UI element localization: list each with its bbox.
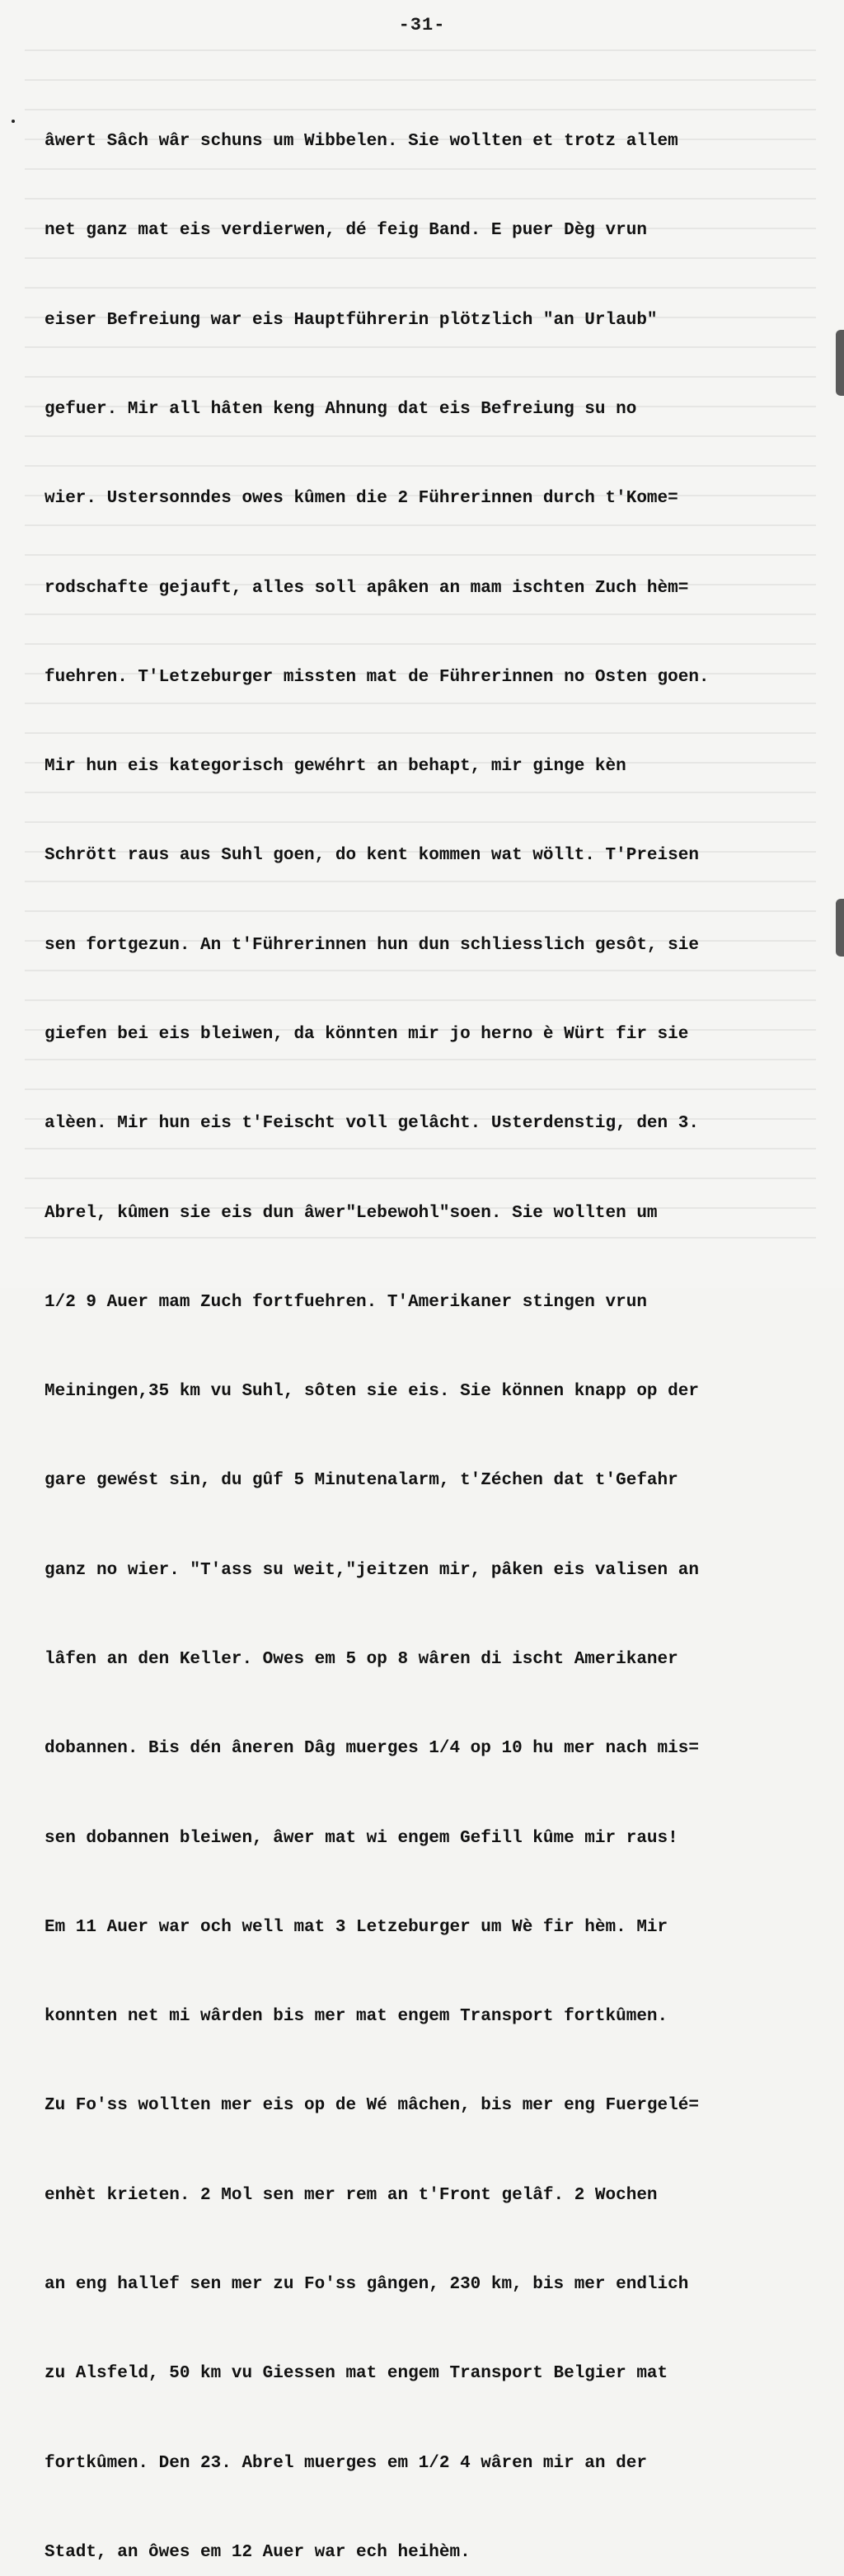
text-line: wier. Ustersonndes owes kûmen die 2 Führerinnen durch t'Kome= [45,489,678,509]
text-line: alèen. Mir hun eis t'Feischt voll gelâcht. Usterdenstig, den 3. [45,1114,699,1134]
text-line: Stadt, an ôwes em 12 Auer war ech heihèm. [45,2542,471,2562]
text-line: Meiningen,35 km vu Suhl, sôten sie eis. Sie können knapp op der [45,1382,699,1402]
text-line: rodschafte gejauft, alles soll apâken an mam ischten Zuch hèm= [45,578,689,598]
text-line: Schrött raus aus Suhl goen, do kent kommen wat wöllt. T'Preisen [45,846,699,866]
text-line: eiser Befreiung war eis Hauptführerin plötzlich "an Urlaub" [45,310,658,330]
text-line: 1/2 9 Auer mam Zuch fortfuehren. T'Amerikaner stingen vrun [45,1292,647,1312]
text-line: Zu Fo'ss wollten mer eis op de Wé mâchen, bis mer eng Fuergelé= [45,2096,699,2116]
text-line: zu Alsfeld, 50 km vu Giessen mat engem Transport Belgier mat [45,2364,668,2384]
margin-mark [12,120,15,123]
text-line: sen dobannen bleiwen, âwer mat wi engem Gefill kûme mir raus! [45,1828,678,1848]
text-line: an eng hallef sen mer zu Fo'ss gângen, 230 km, bis mer endlich [45,2274,689,2294]
page-number: -31- [398,15,446,35]
text-line: âwert Sâch wâr schuns um Wibbelen. Sie wollten et trotz allem [45,132,678,152]
text-line: gare gewést sin, du gûf 5 Minutenalarm, t'Zéchen dat t'Gefahr [45,1471,678,1491]
body-text [45,68,836,2576]
text-line: fuehren. T'Letzeburger missten mat de Führerinnen no Osten goen. [45,667,710,687]
text-line: lâfen an den Keller. Owes em 5 op 8 wâren di ischt Amerikaner [45,1649,678,1669]
text-line: giefen bei eis bleiwen, da könnten mir jo herno è Würt fir sie [45,1025,689,1044]
text-line: gefuer. Mir all hâten keng Ahnung dat eis Befreiung su no [45,400,637,420]
text-line: ganz no wier. "T'ass su weit,"jeitzen mir, pâken eis valisen an [45,1560,699,1580]
text-line: Em 11 Auer war och well mat 3 Letzeburger um Wè fir hèm. Mir [45,1917,668,1937]
text-line: dobannen. Bis dén âneren Dâg muerges 1/4 op 10 hu mer nach mis= [45,1739,699,1759]
text-line: Mir hun eis kategorisch gewéhrt an behapt, mir ginge kèn [45,757,626,777]
text-line: Abrel, kûmen sie eis dun âwer"Lebewohl"soen. Sie wollten um [45,1203,658,1223]
text-line: net ganz mat eis verdierwen, dé feig Band. E puer Dèg vrun [45,221,647,241]
text-line: fortkûmen. Den 23. Abrel muerges em 1/2 4 wâren mir an der [45,2453,647,2473]
page-edge-shadow [836,899,844,957]
text-line: enhèt krieten. 2 Mol sen mer rem an t'Front gelâf. 2 Wochen [45,2185,658,2205]
text-line: sen fortgezun. An t'Führerinnen hun dun schliesslich gesôt, sie [45,935,699,955]
text-line: konnten net mi wârden bis mer mat engem Transport fortkûmen. [45,2007,668,2027]
page-edge-shadow [836,330,844,396]
